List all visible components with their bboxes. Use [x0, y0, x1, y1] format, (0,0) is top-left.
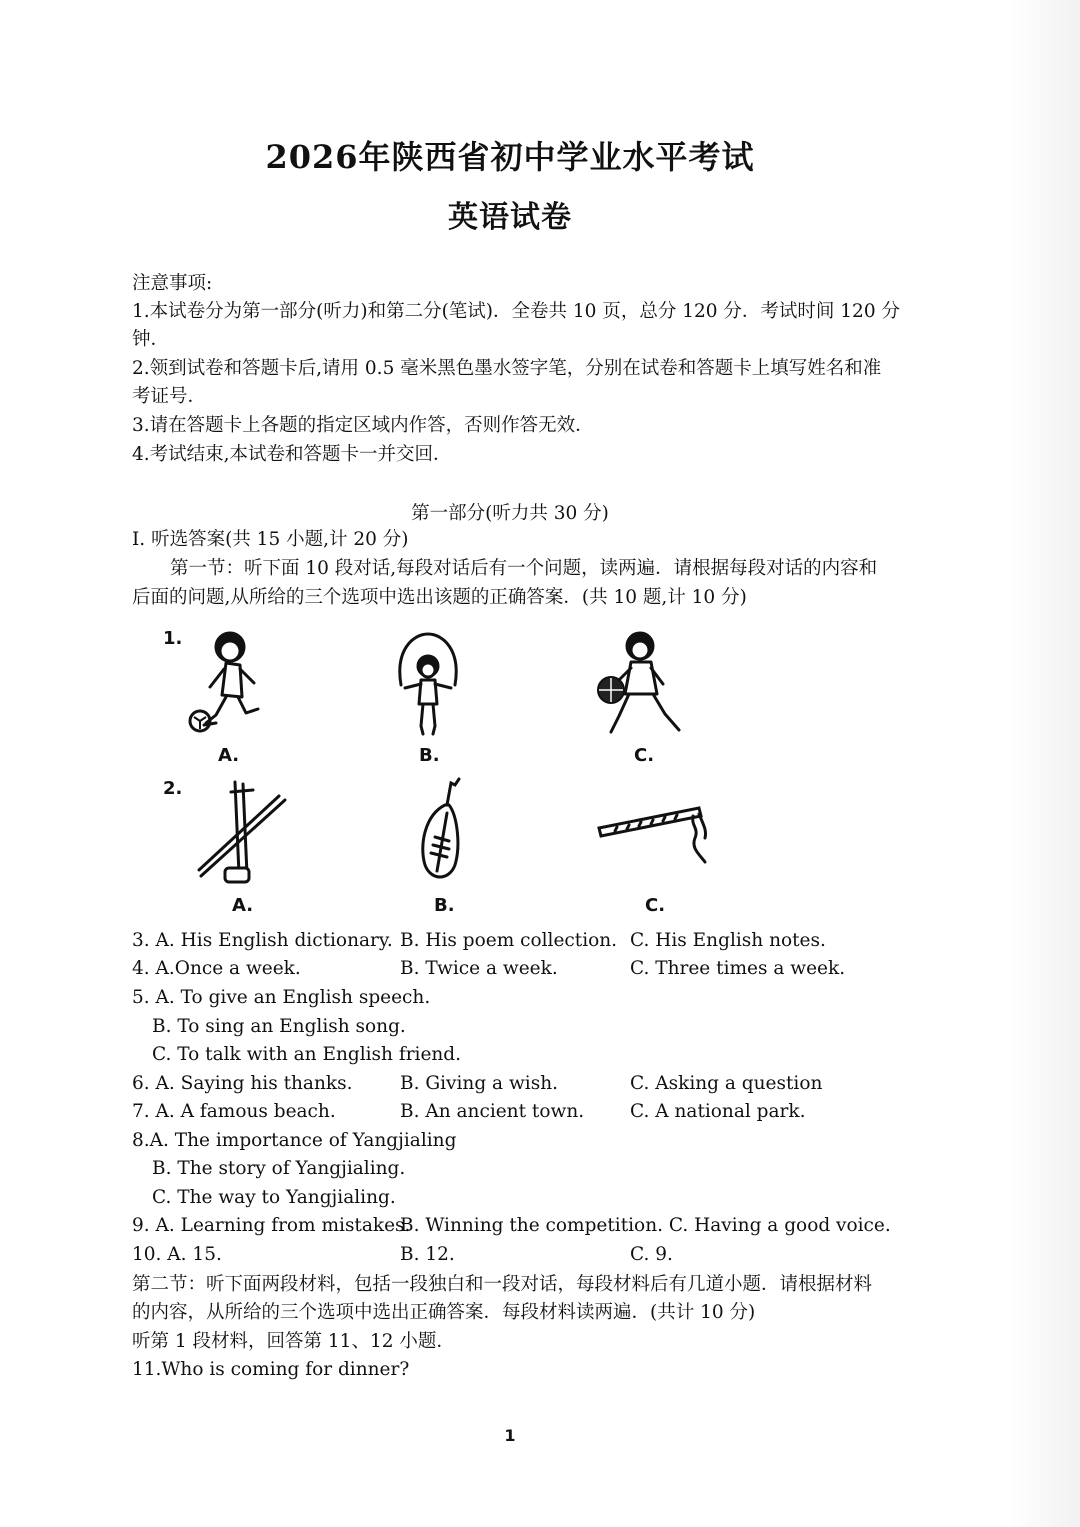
page-number: 1 — [504, 1426, 516, 1445]
q8-option-c: C. The way to Yangjialing. — [152, 1187, 396, 1208]
option-label: B. — [434, 895, 455, 916]
option-label: B. — [419, 745, 440, 766]
boy-dribbling-basketball-icon — [595, 628, 690, 740]
section1-heading: I. 听选答案(共 15 小题,计 20 分) — [132, 529, 409, 550]
q11-text: 11.Who is coming for dinner? — [132, 1359, 410, 1380]
q4-option-b: B. Twice a week. — [400, 958, 558, 979]
q9-option-bc: B. Winning the competition. C. Having a good voice. — [400, 1215, 891, 1236]
q8-option-a: 8.A. The importance of Yangjialing — [132, 1130, 457, 1151]
q5-option-c: C. To talk with an English friend. — [152, 1044, 462, 1065]
girl-jumping-rope-icon — [393, 630, 463, 740]
notice-line: 钟． — [132, 329, 170, 350]
sub1-instruction: 后面的问题,从所给的三个选项中选出该题的正确答案．(共 10 题,计 10 分) — [132, 587, 747, 608]
option-label: A. — [218, 745, 240, 766]
option-label: C. — [645, 895, 666, 916]
option-label: C. — [634, 745, 655, 766]
question-number: 2. — [163, 778, 183, 799]
notice-line: 4.考试结束,本试卷和答题卡一并交回． — [132, 444, 452, 465]
q10-option-c: C. 9. — [630, 1244, 673, 1265]
notice-line: 2.领到试卷和答题卡后,请用 0.5 毫米黑色墨水签字笔，分别在试卷和答题卡上填写姓名和准 — [132, 358, 882, 379]
q7-option-b: B. An ancient town. — [400, 1101, 585, 1122]
q10-option-a: 10. A. 15. — [132, 1244, 222, 1265]
q8-option-b: B. The story of Yangjialing. — [152, 1158, 406, 1179]
q6-option-b: B. Giving a wish. — [400, 1073, 559, 1094]
q3-option-b: B. His poem collection. — [400, 930, 618, 951]
bamboo-flute-icon — [595, 798, 715, 868]
page-edge-shade — [1010, 0, 1080, 1527]
part1-heading: 第一部分(听力共 30 分) — [411, 503, 609, 524]
q5-option-b: B. To sing an English song. — [152, 1016, 406, 1037]
option-label: A. — [232, 895, 254, 916]
q7-option-c: C. A national park. — [630, 1101, 806, 1122]
sub2-instruction: 的内容，从所给的三个选项中选出正确答案．每段材料读两遍．(共计 10 分) — [132, 1302, 756, 1323]
exam-title: 2026年陕西省初中学业水平考试 — [265, 138, 755, 176]
notice-line: 考证号． — [132, 386, 207, 407]
question-number: 1. — [163, 628, 183, 649]
boy-kicking-football-icon — [180, 625, 280, 740]
q4-option-a: 4. A.Once a week. — [132, 958, 301, 979]
notice-line: 3.请在答题卡上各题的指定区域内作答，否则作答无效． — [132, 415, 594, 436]
q9-option-a: 9. A. Learning from mistakes. — [132, 1215, 411, 1236]
exam-subtitle: 英语试卷 — [448, 200, 572, 235]
erhu-icon — [195, 778, 290, 888]
q7-option-a: 7. A. A famous beach. — [132, 1101, 336, 1122]
q5-option-a: 5. A. To give an English speech. — [132, 987, 431, 1008]
q10-option-b: B. 12. — [400, 1244, 455, 1265]
sub2-instruction: 第二节：听下面两段材料，包括一段独白和一段对话，每段材料后有几道小题．请根据材料 — [132, 1274, 873, 1295]
q3-option-c: C. His English notes. — [630, 930, 826, 951]
notice-line: 1.本试卷分为第一部分(听力)和第二分(笔试)．全卷共 10 页，总分 120 分．考试时间 120 分 — [132, 301, 900, 322]
sub1-instruction: 第一节：听下面 10 段对话,每段对话后有一个问题，读两遍．请根据每段对话的内容和 — [170, 558, 878, 579]
q3-option-a: 3. A. His English dictionary. — [132, 930, 393, 951]
q4-option-c: C. Three times a week. — [630, 958, 846, 979]
material-instruction: 听第 1 段材料，回答第 11、12 小题． — [132, 1331, 455, 1352]
q6-option-c: C. Asking a question — [630, 1073, 823, 1094]
pipa-icon — [415, 775, 470, 887]
q6-option-a: 6. A. Saying his thanks. — [132, 1073, 353, 1094]
notice-heading: 注意事项: — [132, 273, 213, 294]
